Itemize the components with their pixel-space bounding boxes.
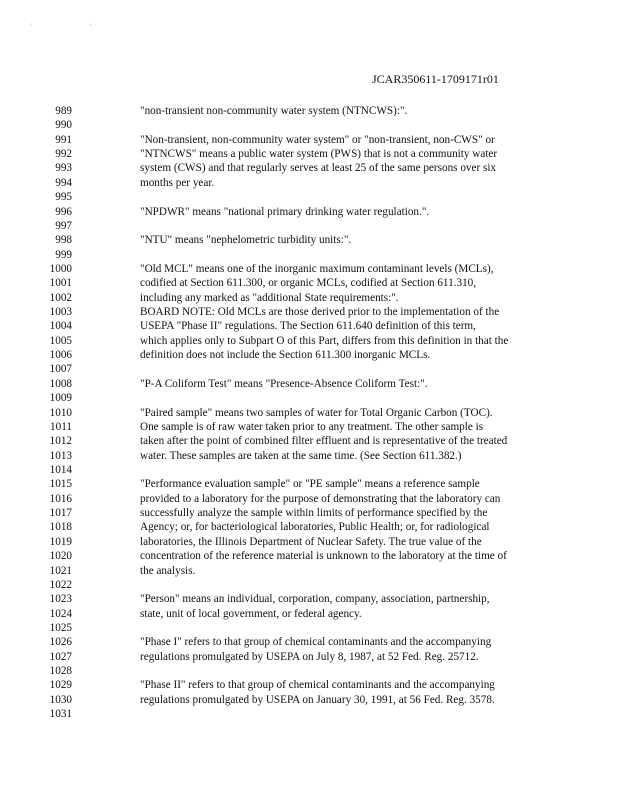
line-row [0,262,618,276]
line-text: "NTU" means "nephelometric turbidity units:". [140,234,352,247]
line-text: months per year. [140,176,215,189]
line-number: 1025 [49,621,72,634]
line-row [0,291,618,305]
line-number: 1004 [49,320,72,333]
line-row [0,707,618,721]
line-row [0,319,618,333]
line-text: concentration of the reference material is unknown to the laboratory at the time of [140,550,507,563]
line-row [0,118,618,132]
line-text: "Performance evaluation sample" or "PE sample" means a reference sample [140,478,480,491]
line-row [0,305,618,319]
line-row [0,449,618,463]
scan-specks: ' ' [30,22,120,32]
line-row [0,535,618,549]
line-number: 1007 [49,363,72,376]
line-number: 1010 [49,406,72,419]
line-number: 1028 [49,665,72,678]
line-row [0,549,618,563]
line-row [0,190,618,204]
line-row [0,492,618,506]
line-number: 1012 [49,435,72,448]
line-number: 1019 [49,535,72,548]
line-number: 996 [55,205,72,218]
line-row [0,664,618,678]
line-number: 1027 [49,650,72,663]
line-number: 993 [55,162,72,175]
line-text: "P-A Coliform Test" means "Presence-Absence Coliform Test:". [140,377,428,390]
line-row [0,607,618,621]
line-text: One sample is of raw water taken prior to any treatment. The other sample is [140,420,484,433]
line-text: "Phase II" refers to that group of chemical contaminants and the accompanying [140,679,495,692]
line-number: 1001 [49,277,72,290]
line-number: 1014 [49,463,72,476]
line-text: "NTNCWS" means a public water system (PWS) that is not a community water [140,148,498,161]
line-number: 1026 [49,636,72,649]
line-row [0,477,618,491]
line-row [0,635,618,649]
line-row [0,248,618,262]
line-row [0,506,618,520]
line-text: system (CWS) and that regularly serves at least 25 of the same persons over six [140,162,497,175]
line-text: "Phase I" refers to that group of chemical contaminants and the accompanying [140,636,492,649]
line-number: 991 [55,133,72,146]
line-row [0,176,618,190]
line-number: 1021 [49,564,72,577]
line-number: 992 [55,148,72,161]
line-text: which applies only to Subpart O of this Part, differs from this definition in that the [140,334,509,347]
line-number: 1031 [49,708,72,721]
line-text: successfully analyze the sample within limits of performance specified by the [140,507,488,520]
line-row [0,147,618,161]
line-text: including any marked as "additional State requirements:". [140,291,399,304]
line-number: 1029 [49,679,72,692]
line-row [0,406,618,420]
line-row [0,621,618,635]
line-row [0,564,618,578]
line-row [0,104,618,118]
line-text: regulations promulgated by USEPA on January 30, 1991, at 56 Fed. Reg. 3578. [140,693,495,706]
line-number: 1022 [49,578,72,591]
line-row [0,334,618,348]
line-row [0,463,618,477]
line-row [0,434,618,448]
line-row [0,650,618,664]
line-text: "Person" means an individual, corporation, company, association, partnership, [140,593,490,606]
line-row [0,276,618,290]
line-row [0,161,618,175]
line-text: BOARD NOTE: Old MCLs are those derived prior to the implementation of the [140,306,500,319]
line-number: 1017 [49,507,72,520]
line-text: "non-transient non-community water system (NTNCWS):". [140,105,408,117]
line-number: 1030 [49,693,72,706]
line-number: 1003 [49,306,72,319]
line-number: 997 [55,219,72,232]
line-text: "NPDWR" means "national primary drinking water regulation.". [140,205,430,218]
line-number: 1013 [49,449,72,462]
line-row [0,377,618,391]
line-text: USEPA "Phase II" regulations. The Section 611.640 definition of this term, [140,320,476,333]
line-text: provided to a laboratory for the purpose of demonstrating that the laboratory can [140,492,501,505]
line-text: Agency; or, for bacteriological laboratories, Public Health; or, for radiological [140,521,490,534]
line-text: water. These samples are taken at the same time. (See Section 611.382.) [140,449,462,462]
line-row [0,420,618,434]
line-text: codified at Section 611.300, or organic MCLs, codified at Section 611.310, [140,277,477,290]
line-row [0,578,618,592]
line-text: "Paired sample" means two samples of water for Total Organic Carbon (TOC). [140,406,493,419]
line-number: 1016 [49,492,72,505]
line-text: regulations promulgated by USEPA on July 8, 1987, at 52 Fed. Reg. 25712. [140,650,479,663]
line-row [0,205,618,219]
line-row [0,233,618,247]
line-number: 999 [55,248,72,261]
line-number: 994 [55,176,72,189]
line-row [0,362,618,376]
line-number: 1002 [49,291,72,304]
line-row [0,348,618,362]
line-number: 1018 [49,521,72,534]
line-number: 998 [55,234,72,247]
line-number: 995 [55,191,72,204]
line-text: laboratories, the Illinois Department of Nuclear Safety. The true value of the [140,535,482,548]
line-row [0,133,618,147]
line-text: definition does not include the Section 611.300 inorganic MCLs. [140,349,431,362]
line-row [0,520,618,534]
line-number: 1006 [49,349,72,362]
line-number: 990 [55,119,72,132]
line-number: 1000 [49,262,72,275]
numbered-lines [0,104,618,721]
line-number: 989 [55,105,72,117]
line-number: 1009 [49,392,72,405]
line-text: "Old MCL" means one of the inorganic maximum contaminant levels (MCLs), [140,262,494,275]
line-number: 1005 [49,334,72,347]
line-text: "Non-transient, non-community water system" or "non-transient, non-CWS" or [140,133,495,146]
line-text: state, unit of local government, or federal agency. [140,607,362,620]
line-number: 1008 [49,377,72,390]
line-number: 1020 [49,550,72,563]
line-row [0,693,618,707]
line-row [0,592,618,606]
line-number: 1011 [50,420,72,433]
line-row [0,219,618,233]
line-text: taken after the point of combined filter effluent and is representative of the treated [140,435,508,448]
line-row [0,678,618,692]
line-text: the analysis. [140,564,196,577]
line-number: 1024 [49,607,72,620]
line-number: 1015 [49,478,72,491]
line-row [0,391,618,405]
line-number: 1023 [49,593,72,606]
document-code-header: JCAR350611-1709171r01 [372,72,499,86]
